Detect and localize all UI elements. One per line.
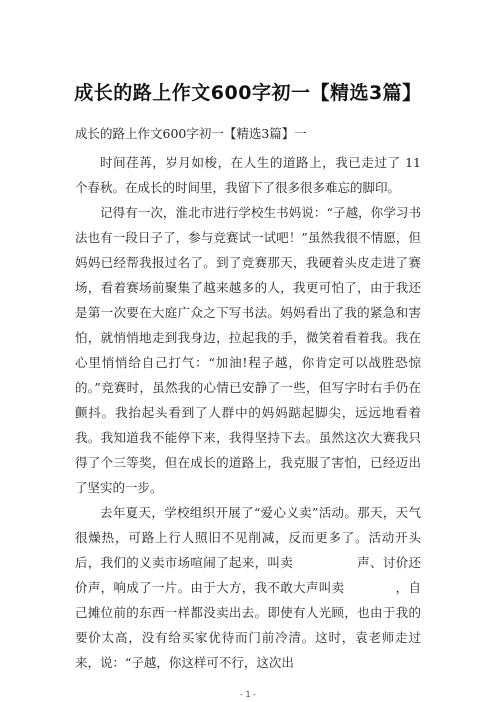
page-number: - 1 - bbox=[240, 690, 256, 699]
paragraph: 去年夏天，学校组织开展了“爱心义卖”活动。那天，天气很燥热，可路上行人照旧不见削减，反而更多了。活动开头后，我们的义卖市场喧闹了起来，叫卖 声、讨价还价声，响成了一片。由于大方，我不敢大声叫卖 ，自己摊位前的东西一样都没卖出去。即使有人光顾，也由于我的要价太高，没有给买家优待而门前冷清。这时，袁老师走过来，说：“子越，你这样可不行，这次出 bbox=[75, 505, 421, 670]
paragraph: 时间荏苒，岁月如梭，在人生的道路上，我已走过了 11 个春秋。在成长的时间里，我留下了很多很多难忘的脚印。 bbox=[75, 155, 421, 195]
document-title: 成长的路上作文600字初一【精选3篇】 bbox=[74, 82, 422, 104]
document-body bbox=[75, 150, 421, 675]
paragraph: 记得有一次，淮北市进行学校生书妈说：“子越，你学习书法也有一段日子了，参与竞赛试一试吧！”虽然我很不情愿，但妈妈已经帮我报过名了。到了竞赛那天，我硬着头皮走进了赛场，看着赛场前聚集了越来越多的人，我更可怕了，由于我还是第一次要在大庭广众之下写书法。妈妈看出了我的紧急和害怕，就悄悄地走到我身边，拉起我的手，微笑着看着我。我在心里悄悄给自己打气：“加油!程子越，你肯定可以战胜恐惊的。”竞赛时，虽然我的心情已安静了一些，但写字时右手仍在颤抖。我抬起头看到了人群中的妈妈踮起脚尖，远远地看着我。我知道我不能停下来，我得坚持下去。虽然这次大赛我只得了个三等奖，但在成长的道路上，我克服了害怕，已经迈出了坚实的一步。 bbox=[75, 205, 421, 495]
document-subtitle: 成长的路上作文600字初一【精选3篇】一 bbox=[75, 126, 307, 141]
